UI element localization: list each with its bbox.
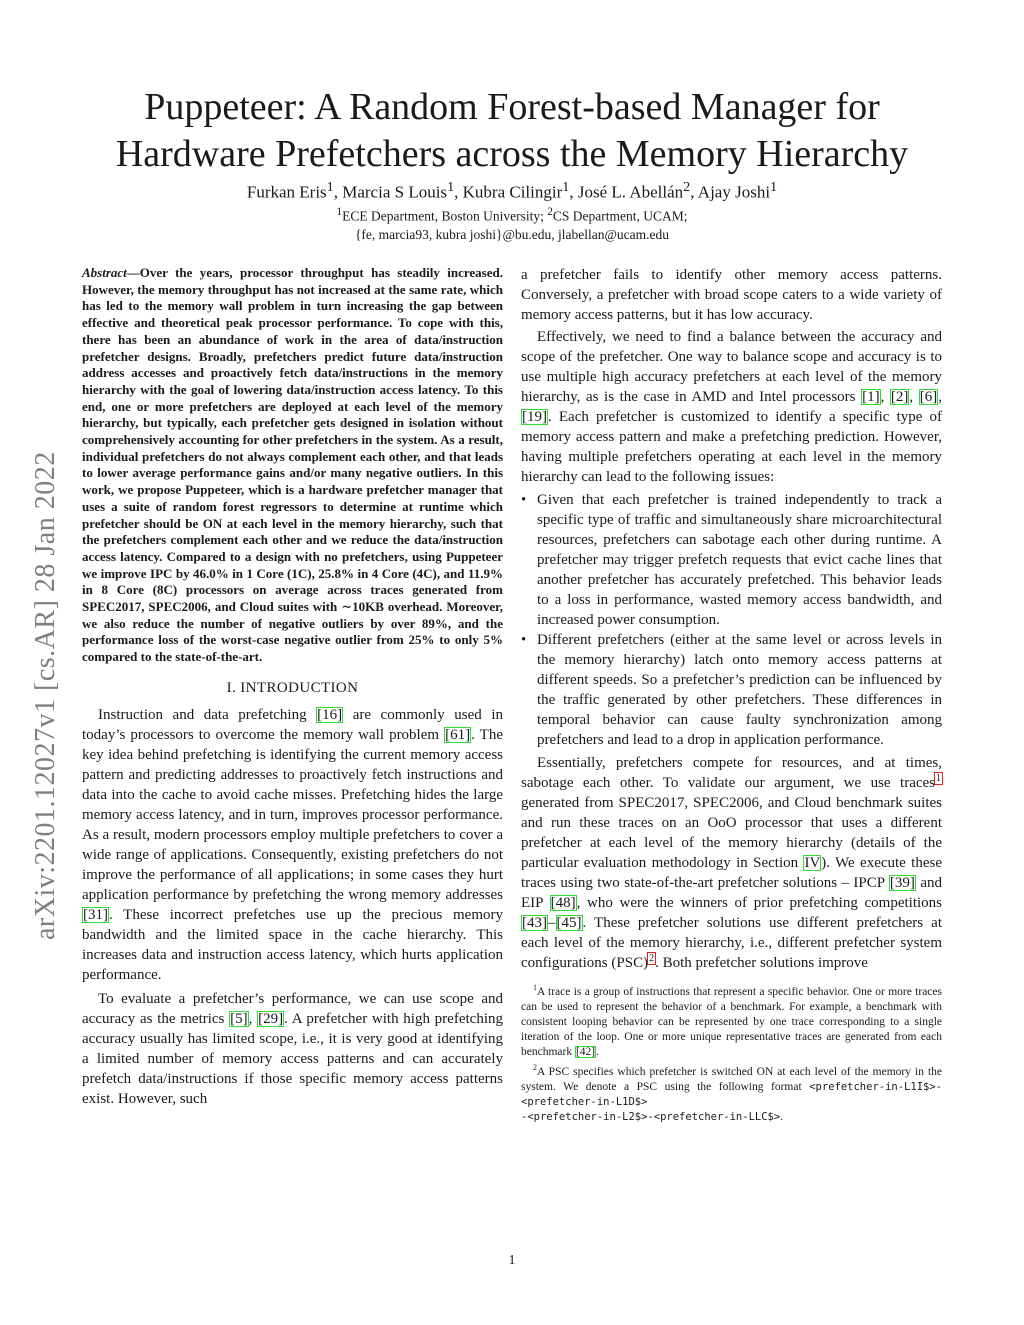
issues-bullet-list bbox=[521, 490, 942, 750]
affiliation-mark: 1 bbox=[336, 206, 343, 218]
list-item-text: Given that each prefetcher is trained independently to track a specific type of traffic and simultaneously share microarchitectural resources, prefetchers can sabotage each other during runtime. A prefetcher may trigger prefetch requests that evict cache lines that another prefetcher has accurately prefetched. This behavior leads to a loss in performance, wasted memory access bandwidth, and increased power consumption. bbox=[537, 492, 942, 628]
author-separator: , bbox=[569, 182, 578, 202]
author-affiliation-mark: 1 bbox=[326, 179, 334, 195]
footnote-text: A PSC specifies which prefetcher is switched ON at each level of the memory in the system. We denote a PSC using the following format bbox=[521, 1066, 942, 1093]
citation-link[interactable]: [29] bbox=[258, 1010, 284, 1027]
citation-link[interactable]: [31] bbox=[83, 906, 108, 923]
affiliation-text: ECE Department, Boston University; bbox=[342, 208, 548, 224]
citation-link[interactable]: [43] bbox=[522, 915, 547, 931]
citation-link[interactable]: [19] bbox=[522, 409, 547, 425]
section-link[interactable]: IV bbox=[804, 855, 821, 871]
author-name: Ajay Joshi bbox=[697, 182, 771, 202]
list-item-text: Different prefetchers (either at the same level or across levels in the memory hierarchy) latch onto memory access patterns at different speeds. So a prefetcher’s prediction can be influenced by the traffic generated by other prefetchers. These differences in temporal behavior can cause faulty synchronization among prefetchers and lead to a drop in application performance. bbox=[537, 632, 942, 748]
citation-separator: , bbox=[909, 389, 919, 405]
footnote-text: . bbox=[780, 1111, 784, 1123]
footnote-1 bbox=[521, 985, 942, 1060]
abstract bbox=[82, 265, 503, 666]
affiliation-text: CS Department, UCAM; bbox=[552, 208, 688, 224]
citation-link[interactable]: [16] bbox=[317, 706, 343, 723]
intro-paragraph-continued: a prefetcher fails to identify other memory access patterns. Conversely, a prefetcher with broad scope caters to a wide variety of memory access patterns, but it has low accuracy. bbox=[521, 267, 942, 323]
footnote-mark: 1 bbox=[533, 983, 537, 993]
section-heading-introduction bbox=[82, 679, 503, 697]
citation-separator: , bbox=[248, 1010, 258, 1027]
paragraph-text: and EIP bbox=[521, 875, 942, 911]
footnote-link[interactable]: 1 bbox=[936, 773, 941, 784]
paragraph-text: . A prefetcher with high prefetching accuracy usually has limited scope, i.e., it is very good at identifying a limited number of memory access patterns and can accurately prefetch data/instructions if those specific memory access patterns exist. However, such bbox=[82, 1010, 503, 1107]
author-affiliation-mark: 1 bbox=[770, 179, 778, 195]
author-affiliation-mark: 1 bbox=[562, 179, 570, 195]
paragraph-text: . Both prefetcher solutions improve bbox=[655, 955, 868, 971]
paragraph-text: . The key idea behind prefetching is identifying the current memory access pattern and predicting addresses to proactively fetch instructions and data into the cache to avoid cache misses. Prefetching hides the large memory access latency, and in turn, improves processor performance. As a result, modern processors employ multiple prefetchers to cover a wide range of applications. Consequently, existing prefetchers do not improve the performance of all applications; in some cases they hurt application performance by prefetching the wrong memory addresses bbox=[82, 726, 503, 903]
citation-range-dash: – bbox=[548, 915, 556, 931]
paragraph-text: ). We execute these traces using two state-of-the-art prefetcher solutions – IPCP bbox=[521, 855, 942, 891]
arxiv-identifier-stamp: arXiv:2201.12027v1 [cs.AR] 28 Jan 2022 bbox=[30, 451, 61, 940]
author-emails: {fe, marcia93, kubra joshi}@bu.edu, jlabellan@ucam.edu bbox=[354, 227, 670, 242]
right-column bbox=[521, 265, 942, 1125]
bullet-icon: • bbox=[521, 632, 527, 648]
citation-link[interactable]: [2] bbox=[890, 389, 909, 405]
section-title: INTRODUCTION bbox=[240, 679, 359, 696]
abstract-dash: — bbox=[126, 265, 140, 280]
abstract-label: Abstract bbox=[82, 265, 127, 280]
paragraph-text: generated from SPEC2017, SPEC2006, and Cloud benchmark suites and run these traces on an OoO processor that uses a different prefetcher at each level of the memory hierarchy (details of the particular evaluation methodology in Section bbox=[521, 795, 942, 871]
paragraph-text: . These incorrect prefetches use up the precious memory bandwidth and the limited space in the cache hierarchy. This increases data and instruction access latency, which hurts application performance. bbox=[82, 906, 503, 983]
paragraph-text: . Each prefetcher is customized to identify a specific type of memory access pattern and make a prefetching prediction. However, having multiple prefetchers operating at each level in the memory hierarchy can lead to the following issues: bbox=[521, 409, 942, 485]
citation-separator: , bbox=[880, 389, 890, 405]
section-number: I. bbox=[226, 679, 237, 696]
affiliations bbox=[60, 203, 964, 226]
paragraph-text: To evaluate a prefetcher’s performance, we can use scope and accuracy as the metrics bbox=[82, 990, 503, 1027]
paragraph-text: Effectively, we need to find a balance between the accuracy and scope of the prefetcher. One way to balance scope and accuracy is to use multiple high accuracy prefetchers at each level of the memory hierarchy, as is the case in AMD and Intel processors bbox=[521, 329, 942, 405]
citation-link[interactable]: [45] bbox=[556, 915, 582, 931]
paragraph-text: . These prefetcher solutions use different prefetchers at each level of the memory hierarchy, i.e., different prefetcher system configurations (PSC) bbox=[521, 915, 942, 971]
paragraph-text: Essentially, prefetchers compete for resources, and at times, sabotage each other. To validate our argument, we use traces bbox=[521, 755, 942, 791]
author-name: Marcia S Louis bbox=[342, 182, 448, 202]
footnotes bbox=[521, 985, 942, 1125]
list-item bbox=[521, 490, 942, 630]
citation-link[interactable]: [6] bbox=[919, 389, 938, 405]
paragraph-text: are commonly used in today’s processors to overcome the memory wall problem bbox=[82, 706, 503, 743]
psc-format-code: -<prefetcher-in-L2$>-<prefetcher-in-LLC$> bbox=[521, 1111, 781, 1123]
footnote-mark: 2 bbox=[533, 1063, 537, 1073]
footnote-text: . bbox=[596, 1046, 600, 1058]
intro-paragraph-3 bbox=[521, 327, 942, 487]
left-column bbox=[82, 265, 503, 1109]
intro-paragraph-1 bbox=[82, 705, 503, 985]
psc-format-code: <prefetcher-in-L1I$>-<prefetcher-in-L1D$> bbox=[521, 1081, 942, 1108]
paragraph-text: Instruction and data prefetching bbox=[98, 706, 317, 723]
paragraph-text: , who were the winners of prior prefetching competitions bbox=[576, 895, 942, 911]
author-separator: , bbox=[333, 182, 343, 202]
paper-title bbox=[60, 84, 964, 178]
intro-paragraph-4 bbox=[521, 753, 942, 973]
author-separator: , bbox=[690, 182, 698, 202]
author-list bbox=[60, 177, 964, 203]
footnote-2 bbox=[521, 1065, 942, 1125]
footnote-link[interactable]: 2 bbox=[649, 953, 655, 964]
citation-link[interactable]: [42] bbox=[575, 1046, 596, 1058]
citation-link[interactable]: [5] bbox=[230, 1010, 248, 1027]
citation-link[interactable]: [1] bbox=[862, 389, 880, 405]
author-separator: , bbox=[454, 182, 463, 202]
abstract-text: Over the years, processor throughput has steadily increased. However, the memory throughput has not increased at the same rate, which has led to the memory wall problem in turn increasing the gap between effective and theoretical peak processor performance. To cope with this, there has been an abundance of work in the area of data/instruction prefetcher designs. Broadly, prefetchers predict future data/instruction address accesses and proactively fetch data/instructions in the memory hierarchy with the goal of lowering data/instruction access latency. To this end, one or more prefetchers are deployed at each level of the memory hierarchy, but typically, each prefetcher gets designed in isolation without comprehensively accounting for other prefetchers in the system. As a result, individual prefetchers do not always complement each other, and that leads to lower average performance gains and/or many negative outliers. In this work, we propose Puppeteer, which is a hardware prefetcher manager that uses a suite of random forest regressors to determine at runtime which prefetcher should be ON at each level in the memory hierarchy, such that the prefetchers complement each other and we reduce the data/instruction access latency. Compared to a design with no prefetchers, using Puppeteer we improve IPC by 46.0% in 1 Core (1C), 25.8% in 4 Core (4C), and 11.9% in 8 Core (8C) processors on average across traces generated from SPEC2017, SPEC2006, and Cloud suites with ∼10KB overhead. Moreover, we also reduce the number of negative outliers by over 89%, and the performance loss of the worst-case negative outlier from 25% to only 5% compared to the state-of-the-art. bbox=[82, 265, 503, 665]
list-item bbox=[521, 630, 942, 750]
author-affiliation-mark: 1 bbox=[447, 179, 455, 195]
citation-link[interactable]: [61] bbox=[445, 726, 471, 743]
author-name: Kubra Cilingir bbox=[462, 182, 563, 202]
affiliation-mark: 2 bbox=[547, 206, 553, 218]
intro-paragraph-2 bbox=[82, 989, 503, 1109]
bullet-icon: • bbox=[521, 492, 527, 508]
citation-link[interactable]: [39] bbox=[889, 875, 915, 891]
title-line-1: Puppeteer: A Random Forest-based Manager for bbox=[144, 86, 880, 128]
footnote-text: A trace is a group of instructions that represent a specific behavior. One or more traces can be used to represent the behavior of a benchmark. For example, a benchmark with consistent looping behavior can be represented by one trace corresponding to a single iteration of the loop. One or more unique representative traces are generated from each benchmark bbox=[521, 986, 942, 1058]
citation-link[interactable]: [48] bbox=[550, 895, 576, 911]
author-name: José L. Abellán bbox=[577, 182, 684, 202]
title-line-2: Hardware Prefetchers across the Memory Hierarchy bbox=[115, 133, 909, 175]
page-number: 1 bbox=[508, 1253, 516, 1268]
author-affiliation-mark: 2 bbox=[683, 179, 691, 195]
citation-separator: , bbox=[938, 389, 942, 405]
author-name: Furkan Eris bbox=[246, 182, 327, 202]
